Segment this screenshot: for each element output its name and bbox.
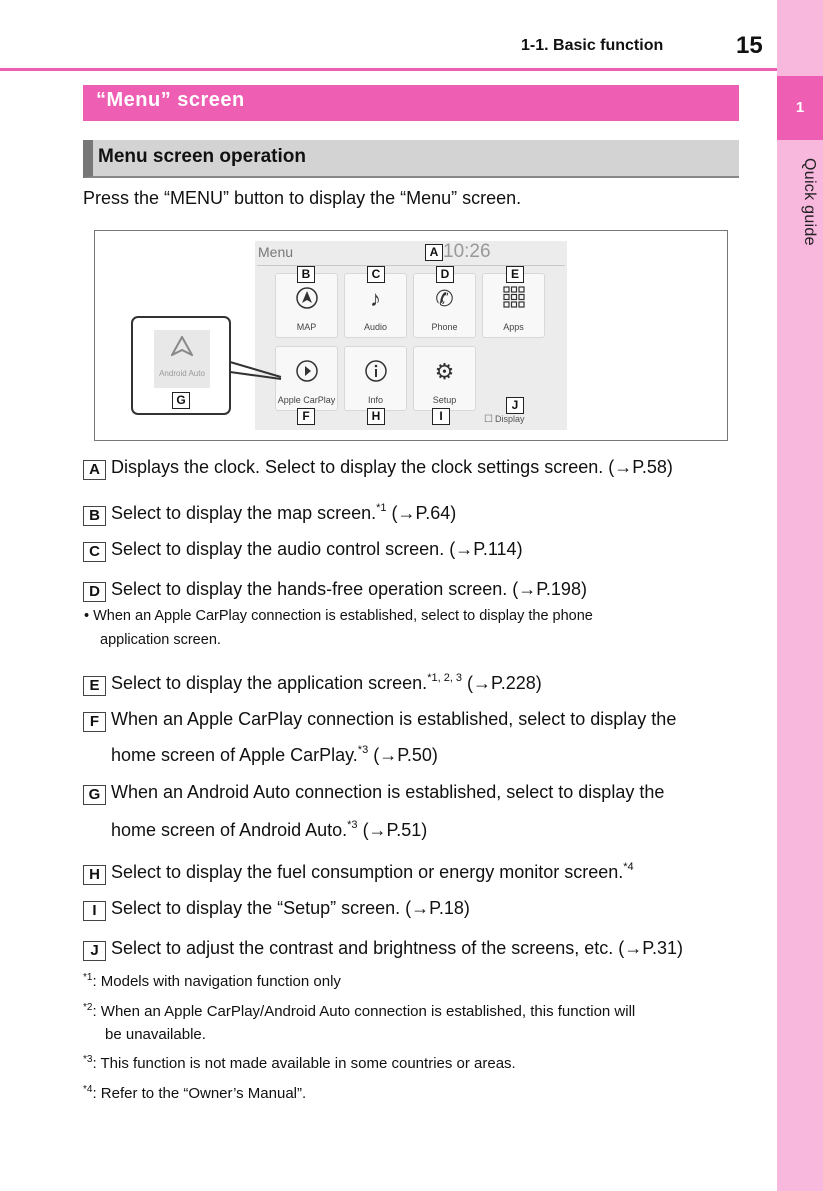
tile-carplay-label: Apple CarPlay bbox=[277, 395, 336, 405]
desc-g-key: G bbox=[83, 785, 106, 805]
desc-b-ref: (→P.64) bbox=[386, 503, 457, 523]
callout-f: F bbox=[297, 408, 315, 425]
desc-g bbox=[83, 781, 664, 805]
apps-grid-icon bbox=[483, 286, 544, 314]
callout-g: G bbox=[172, 392, 190, 409]
desc-d-note: • When an Apple CarPlay connection is established, select to display the phone bbox=[84, 608, 593, 624]
desc-h bbox=[83, 856, 634, 885]
footnote-2-cont: be unavailable. bbox=[105, 1026, 206, 1043]
page-number: 15 bbox=[736, 32, 763, 59]
desc-d-note-cont: application screen. bbox=[100, 632, 221, 648]
desc-g-cont bbox=[111, 819, 427, 841]
footnote-1-text: : Models with navigation function only bbox=[92, 973, 341, 990]
desc-e bbox=[83, 667, 542, 696]
footnote-4-mark: *4 bbox=[83, 1084, 93, 1095]
gear-icon: ⚙ bbox=[434, 359, 455, 384]
desc-c bbox=[83, 538, 523, 562]
callout-j: J bbox=[506, 397, 524, 414]
desc-g-text-2: home screen of Android Auto. bbox=[111, 820, 348, 840]
desc-d-text: Select to display the hands-free operation screen. (→P.198) bbox=[111, 579, 587, 599]
desc-i-text: Select to display the “Setup” screen. (→P.18) bbox=[111, 898, 470, 918]
desc-h-text: Select to display the fuel consumption or energy monitor screen. bbox=[111, 862, 624, 882]
footnote-1 bbox=[83, 972, 341, 990]
footnote-2 bbox=[83, 1002, 635, 1020]
desc-a-key: A bbox=[83, 460, 106, 480]
section-title: 1-1. Basic function bbox=[521, 37, 664, 54]
desc-a-text: Displays the clock. Select to display the clock settings screen. (→P.58) bbox=[111, 457, 673, 477]
desc-e-sup: *1, 2, 3 bbox=[427, 672, 463, 684]
android-auto-icon bbox=[154, 336, 210, 361]
desc-b bbox=[83, 497, 456, 526]
desc-j-text: Select to adjust the contrast and brightness of the screens, etc. (→P.31) bbox=[111, 938, 683, 958]
callout-i: I bbox=[432, 408, 450, 425]
tile-setup bbox=[413, 346, 476, 411]
callout-b: B bbox=[297, 266, 315, 283]
menu-screen-title: Menu bbox=[258, 244, 294, 260]
callout-h: H bbox=[367, 408, 385, 425]
desc-g-ref: (→P.51) bbox=[357, 820, 428, 840]
footnote-3-mark: *3 bbox=[83, 1054, 93, 1065]
tile-audio-label: Audio bbox=[363, 322, 388, 332]
callout-a: A bbox=[425, 244, 443, 261]
music-note-icon: ♪ bbox=[370, 286, 381, 311]
section-heading: “Menu” screen bbox=[83, 85, 739, 121]
intro-text: Press the “MENU” button to display the “Menu” screen. bbox=[83, 188, 522, 208]
desc-d bbox=[83, 578, 587, 602]
desc-f-cont bbox=[111, 744, 438, 766]
desc-h-sup: *4 bbox=[623, 861, 634, 873]
desc-e-text: Select to display the application screen. bbox=[111, 673, 428, 693]
desc-g-sup: *3 bbox=[347, 819, 358, 831]
tile-info bbox=[344, 346, 407, 411]
footnote-2-mark: *2 bbox=[83, 1002, 93, 1013]
tile-apps-label: Apps bbox=[503, 322, 524, 332]
desc-f bbox=[83, 708, 676, 732]
desc-j bbox=[83, 937, 683, 961]
desc-c-text: Select to display the audio control screen. (→P.114) bbox=[111, 539, 523, 559]
phone-icon: ✆ bbox=[435, 286, 454, 311]
desc-d-key: D bbox=[83, 582, 106, 602]
footnote-2-text: : When an Apple CarPlay/Android Auto connection is established, this function will bbox=[92, 1003, 636, 1020]
tile-map-label: MAP bbox=[296, 322, 317, 332]
desc-e-ref: (→P.228) bbox=[462, 673, 542, 693]
desc-f-sup: *3 bbox=[357, 744, 369, 756]
chapter-label: Quick guide bbox=[801, 158, 818, 246]
footnote-4-text: : Refer to the “Owner’s Manual”. bbox=[92, 1085, 307, 1102]
display-icon: ☐ bbox=[484, 414, 493, 425]
footnote-3-text: : This function is not made available in some countries or areas. bbox=[92, 1055, 516, 1072]
desc-b-sup: *1 bbox=[376, 502, 387, 514]
desc-f-ref: (→P.50) bbox=[368, 745, 438, 765]
desc-f-text-2: home screen of Apple CarPlay. bbox=[111, 745, 358, 765]
zoom-pointer bbox=[229, 358, 289, 384]
clock: 10:26 bbox=[443, 241, 491, 262]
desc-i bbox=[83, 897, 470, 921]
desc-e-key: E bbox=[83, 676, 106, 696]
footnote-1-mark: *1 bbox=[83, 972, 93, 983]
desc-g-text: When an Android Auto connection is established, select to display the bbox=[111, 782, 665, 802]
desc-j-key: J bbox=[83, 941, 106, 961]
chapter-number: 1 bbox=[777, 76, 823, 140]
info-icon bbox=[345, 359, 406, 389]
tile-android-auto-label: Android Auto bbox=[159, 369, 205, 378]
tile-info-label: Info bbox=[367, 395, 383, 405]
subsection-heading: Menu screen operation bbox=[83, 140, 739, 178]
display-label: Display bbox=[495, 414, 525, 424]
callout-c: C bbox=[367, 266, 385, 283]
desc-h-key: H bbox=[83, 865, 106, 885]
footnote-3 bbox=[83, 1054, 516, 1072]
desc-f-key: F bbox=[83, 712, 106, 732]
tile-setup-label: Setup bbox=[432, 395, 457, 405]
callout-d: D bbox=[436, 266, 454, 283]
desc-b-key: B bbox=[83, 506, 106, 526]
desc-c-key: C bbox=[83, 542, 106, 562]
tile-phone-label: Phone bbox=[431, 322, 458, 332]
desc-b-text: Select to display the map screen. bbox=[111, 503, 377, 523]
callout-e: E bbox=[506, 266, 524, 283]
map-icon bbox=[276, 286, 337, 316]
desc-a bbox=[83, 456, 673, 480]
header-divider bbox=[0, 68, 777, 71]
footnote-4 bbox=[83, 1084, 306, 1102]
desc-i-key: I bbox=[83, 901, 106, 921]
desc-f-text: When an Apple CarPlay connection is established, select to display the bbox=[111, 709, 677, 729]
